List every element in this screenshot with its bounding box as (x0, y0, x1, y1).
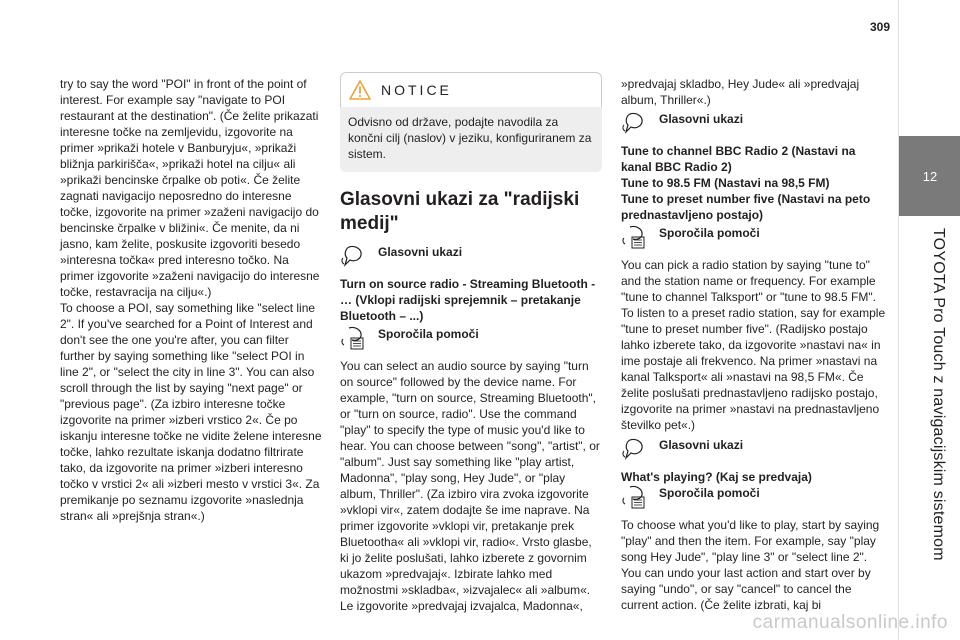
help-messages-label: Sporočila pomoči (659, 486, 760, 500)
voice-commands-heading (340, 244, 602, 268)
help-messages-heading (340, 326, 602, 350)
notice-label: NOTICE (381, 82, 452, 98)
help-text: You can select an audio source by saying "turn on source" followed by the device name. For example, "turn on source, Streaming Bluetooth", or "turn on source, radio". Use the command "play" to specify the type of music you'd like to hear. You can choose between "song", "artist", or "album". Just say something like "play artist, Madonna", "play song, Hey Jude", or "play album, Thriller". (Za izbiro vira zvoka izgovorite »vklopi vir«, zatem dodajte še ime naprave. Na primer izgovorite »vklopi vir, pretakanje prek Bluetootha« ali »vklopi vir, radio«. Vrsto glasbe, ki jo želite poslušati, lahko izberete z govornim ukazom »predvajaj«. Izbirate lahko med možnostmi »skladba«, »izvajalec« ali »album«. Le izgovorite »predvajaj izvajalca, Madonna«, (340, 359, 600, 613)
column-2 (340, 76, 602, 614)
speech-bubble-icon (340, 244, 366, 268)
warning-triangle-icon (349, 80, 371, 100)
commands-block: Tune to channel BBC Radio 2 (Nastavi na kanal BBC Radio 2) Tune to 98.5 FM (Nastavi na 98,5 FM) Tune to preset number five (Nastavi na peto prednastavljeno postajo) (621, 144, 871, 222)
voice-commands-heading (621, 437, 886, 461)
help-messages-label: Sporočila pomoči (378, 327, 479, 341)
voice-commands-label: Glasovni ukazi (659, 112, 744, 126)
help-messages-heading (621, 225, 886, 249)
help-text: You can pick a radio station by saying "tune to" and the station name or frequency. For example "tune to channel Talksport" or "tune to 98.5 FM". To listen to a preset radio station, say for example "tune to preset number five". (Radijsko postajo lahko izberete tako, da izgovorite »nastavi na« in ime postaje ali frekvenco. Na primer »nastavi na kanal Talksport« ali »nastavi na 98,5 FM«. Če želite poslušati prednastavljeno radijsko postajo, izgovorite na primer »nastavi na prednastavljeno številko pet«.) (621, 258, 886, 432)
chapter-title: TOYOTA Pro Touch z navigacijskim sistemom (930, 228, 947, 561)
speech-bubble-icon (621, 111, 647, 135)
voice-commands-label: Glasovni ukazi (659, 438, 744, 452)
chapter-tab: 12 (899, 136, 960, 216)
notice-text: Odvisno od države, podajte navodila za končni cilj (naslov) v jeziku, konfiguriranem za sistem. (348, 115, 592, 161)
paragraph: To choose a POI, say something like "select line 2". If you've searched for a Point of Interest and don't see the one you're after, you can filter further by saying something like "select POI in line 2", or "select the city in line 3". You can also scroll through the list by saying "next page" or "previous page". (Za izbiro interesne točke izgovorite na primer »izberi vrstico 2«. Če po iskanju interesne točke ne vidite želene interesne točke, lahko rezultate iskanja dodatno filtrirate tako, da izgovorite na primer »izberi interesno točko v vrstici 2« ali »izberi mesto v vrstici 3«. Za premikanje po seznamu izgovorite »naslednja stran« ali »prejšnja stran«.) (60, 301, 322, 523)
help-messages-heading (621, 485, 886, 509)
voice-commands-label: Glasovni ukazi (378, 245, 463, 259)
help-text: To choose what you'd like to play, start by saying "play" and then the item. For example, say "play song Hey Jude", "play line 3" or "select line 2". You can undo your last action and start over by saying "undo", or say "cancel" to cancel the current action. (Če želite izbrati, kaj bi (621, 518, 880, 612)
page-number: 309 (869, 20, 891, 34)
voice-commands-heading (621, 111, 886, 135)
continuation-text: »predvajaj skladbo, Hey Jude« ali »predvajaj album, Thriller«.) (621, 77, 860, 107)
help-message-icon (621, 225, 647, 249)
chapter-sidebar (898, 0, 960, 640)
column-1 (60, 76, 322, 524)
speech-bubble-icon (621, 437, 647, 461)
command-text: Turn on source radio - Streaming Bluetooth - … (Vklopi radijski sprejemnik – pretakanje Bluetooth – ...) (340, 277, 596, 323)
paragraph: try to say the word "POI" in front of the point of interest. For example say "navigate to POI restaurant at the destination". (Če želite prikazati interesne točke na zemljevidu, izgovorite na primer »prikaži hotele v Banburyju«, »prikaži bližnja parkirišča«, »prikaži hotel na cilju« ali »prikaži bencinske črpalke ob poti«. Če želite zagnati navigacijo neposredno do interesne točke, izgovorite na primer »zaženi navigacijo do bencinske črpalke v bližini«. Če menite, da ni jasno, kam želite, poskusite izgovoriti besedo »interesna točka« pred interesno točko. Na primer izgovorite »zaženi navigacijo do interesne točke, restavracija na cilju«.) (60, 77, 320, 299)
command-text: What's playing? (Kaj se predvaja) (621, 470, 812, 484)
watermark: carmanualsonline.info (752, 612, 948, 633)
help-message-icon (621, 485, 647, 509)
help-message-icon (340, 326, 366, 350)
column-3 (621, 76, 886, 613)
notice-header (340, 72, 602, 107)
section-title: Glasovni ukazi za "radijski medij" (340, 189, 580, 234)
notice-box (340, 72, 602, 172)
help-messages-label: Sporočila pomoči (659, 226, 760, 240)
